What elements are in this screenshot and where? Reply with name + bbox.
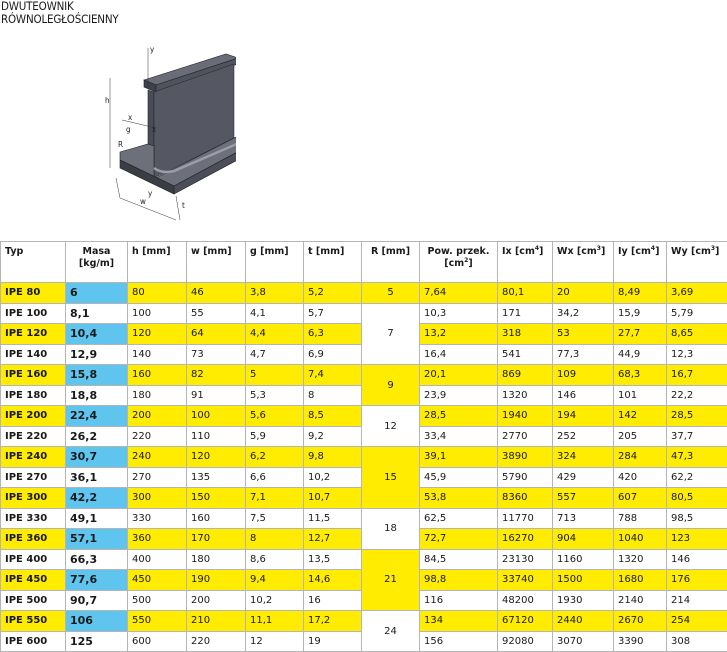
header-masa: Masa [kg/m]	[66, 242, 128, 283]
cell-iy: 142	[614, 406, 667, 427]
cell-w: 100	[187, 406, 246, 427]
cell-iy: 1040	[614, 529, 667, 550]
header-pow: Pow. przek. $[cm^2]$	[420, 242, 498, 283]
cell-pow: 20,1	[420, 365, 498, 386]
cell-wy: 214	[667, 590, 727, 611]
cell-w: 73	[187, 344, 246, 365]
cell-t: 10,7	[304, 488, 362, 509]
cell-iy: 1320	[614, 549, 667, 570]
cell-g: 7,5	[246, 508, 304, 529]
cell-w: 110	[187, 426, 246, 447]
cell-masa: 90,7	[66, 590, 128, 611]
cell-ix: 1940	[498, 406, 553, 427]
cell-wy: 146	[667, 549, 727, 570]
cell-masa: 26,2	[66, 426, 128, 447]
cell-h: 100	[128, 303, 187, 324]
cell-ix: 33740	[498, 570, 553, 591]
ipe-profile-table	[0, 241, 727, 652]
cell-masa: 57,1	[66, 529, 128, 550]
cell-ix: 48200	[498, 590, 553, 611]
label-h: h	[105, 96, 110, 105]
cell-t: 16	[304, 590, 362, 611]
cell-t: 7,4	[304, 365, 362, 386]
cell-pow: 23,9	[420, 385, 498, 406]
cell-pow: 33,4	[420, 426, 498, 447]
cell-ix: 80,1	[498, 283, 553, 304]
cell-wx: 252	[553, 426, 614, 447]
cell-t: 9,2	[304, 426, 362, 447]
cell-pow: 98,8	[420, 570, 498, 591]
cell-h: 240	[128, 447, 187, 468]
cell-R: 24	[362, 611, 420, 652]
cell-wy: 22,2	[667, 385, 727, 406]
cell-h: 220	[128, 426, 187, 447]
cell-wx: 194	[553, 406, 614, 427]
header-g: g [mm]	[246, 242, 304, 283]
cell-ix: 869	[498, 365, 553, 386]
cell-iy: 2140	[614, 590, 667, 611]
header-typ: Typ	[1, 242, 66, 283]
header-ix: Ix $[cm^4]$	[498, 242, 553, 283]
cell-iy: 420	[614, 467, 667, 488]
cell-g: 5	[246, 365, 304, 386]
cell-typ: IPE 220	[1, 426, 66, 447]
cell-t: 8	[304, 385, 362, 406]
cell-wx: 34,2	[553, 303, 614, 324]
cell-wx: 1500	[553, 570, 614, 591]
cell-masa: 12,9	[66, 344, 128, 365]
cell-typ: IPE 330	[1, 508, 66, 529]
cell-iy: 788	[614, 508, 667, 529]
cell-g: 10,2	[246, 590, 304, 611]
cell-w: 135	[187, 467, 246, 488]
cell-wx: 1930	[553, 590, 614, 611]
cell-pow: 53,8	[420, 488, 498, 509]
cell-g: 5,9	[246, 426, 304, 447]
cell-g: 11,1	[246, 611, 304, 632]
cell-masa: 6	[66, 283, 128, 304]
cell-g: 7,1	[246, 488, 304, 509]
cell-typ: IPE 300	[1, 488, 66, 509]
cell-typ: IPE 140	[1, 344, 66, 365]
cell-wy: 8,65	[667, 324, 727, 345]
label-w: w	[140, 197, 146, 206]
title-line-1: DWUTEOWNIK	[1, 0, 119, 13]
cell-pow: 72,7	[420, 529, 498, 550]
cell-ix: 5790	[498, 467, 553, 488]
cell-R: 9	[362, 365, 420, 406]
cell-ix: 3890	[498, 447, 553, 468]
cell-w: 82	[187, 365, 246, 386]
cell-w: 160	[187, 508, 246, 529]
cell-wx: 3070	[553, 631, 614, 652]
cell-typ: IPE 180	[1, 385, 66, 406]
cell-t: 8,5	[304, 406, 362, 427]
cell-ix: 318	[498, 324, 553, 345]
cell-pow: 62,5	[420, 508, 498, 529]
cell-iy: 205	[614, 426, 667, 447]
cell-masa: 18,8	[66, 385, 128, 406]
cell-typ: IPE 600	[1, 631, 66, 652]
cell-pow: 134	[420, 611, 498, 632]
cell-typ: IPE 240	[1, 447, 66, 468]
cell-t: 10,2	[304, 467, 362, 488]
cell-iy: 27,7	[614, 324, 667, 345]
i-beam-illustration	[96, 28, 236, 228]
cell-iy: 68,3	[614, 365, 667, 386]
cell-typ: IPE 160	[1, 365, 66, 386]
cell-g: 6,6	[246, 467, 304, 488]
cell-w: 55	[187, 303, 246, 324]
cell-typ: IPE 100	[1, 303, 66, 324]
cell-w: 170	[187, 529, 246, 550]
cell-R: 18	[362, 508, 420, 549]
cell-g: 4,1	[246, 303, 304, 324]
cell-pow: 10,3	[420, 303, 498, 324]
cell-t: 6,9	[304, 344, 362, 365]
cell-wy: 47,3	[667, 447, 727, 468]
cell-iy: 284	[614, 447, 667, 468]
cell-wy: 123	[667, 529, 727, 550]
cell-g: 6,2	[246, 447, 304, 468]
label-y-top: y	[150, 45, 155, 54]
cell-typ: IPE 500	[1, 590, 66, 611]
cell-masa: 15,8	[66, 365, 128, 386]
cell-typ: IPE 120	[1, 324, 66, 345]
cell-wy: 80,5	[667, 488, 727, 509]
cell-iy: 101	[614, 385, 667, 406]
cell-h: 200	[128, 406, 187, 427]
cell-w: 200	[187, 590, 246, 611]
cell-t: 17,2	[304, 611, 362, 632]
cell-w: 91	[187, 385, 246, 406]
cell-iy: 8,49	[614, 283, 667, 304]
table-row	[1, 549, 727, 570]
cell-h: 600	[128, 631, 187, 652]
header-iy: Iy $[cm^4]$	[614, 242, 667, 283]
cell-masa: 77,6	[66, 570, 128, 591]
cell-wy: 308	[667, 631, 727, 652]
cell-iy: 15,9	[614, 303, 667, 324]
cell-wy: 16,7	[667, 365, 727, 386]
cell-masa: 106	[66, 611, 128, 632]
cell-wy: 12,3	[667, 344, 727, 365]
cell-pow: 45,9	[420, 467, 498, 488]
cell-h: 300	[128, 488, 187, 509]
cell-masa: 125	[66, 631, 128, 652]
cell-iy: 607	[614, 488, 667, 509]
label-R: R	[118, 140, 123, 149]
cell-masa: 8,1	[66, 303, 128, 324]
cell-R: 15	[362, 447, 420, 509]
cell-ix: 11770	[498, 508, 553, 529]
table-row	[1, 447, 727, 468]
cell-g: 3,8	[246, 283, 304, 304]
cell-wx: 20	[553, 283, 614, 304]
header-wy: Wy $[cm^3]$	[667, 242, 727, 283]
cell-masa: 22,4	[66, 406, 128, 427]
cell-iy: 3390	[614, 631, 667, 652]
cell-typ: IPE 80	[1, 283, 66, 304]
cell-pow: 84,5	[420, 549, 498, 570]
cell-iy: 1680	[614, 570, 667, 591]
cell-wx: 904	[553, 529, 614, 550]
cell-g: 5,6	[246, 406, 304, 427]
cell-ix: 67120	[498, 611, 553, 632]
cell-masa: 42,2	[66, 488, 128, 509]
cell-t: 9,8	[304, 447, 362, 468]
cell-typ: IPE 450	[1, 570, 66, 591]
cell-pow: 13,2	[420, 324, 498, 345]
label-x-left: x	[128, 113, 133, 122]
cell-pow: 28,5	[420, 406, 498, 427]
cell-w: 150	[187, 488, 246, 509]
cell-ix: 23130	[498, 549, 553, 570]
cell-pow: 156	[420, 631, 498, 652]
cell-w: 210	[187, 611, 246, 632]
label-x-right: x	[152, 125, 157, 134]
header-wx: Wx $[cm^3]$	[553, 242, 614, 283]
header-t: t [mm]	[304, 242, 362, 283]
cell-h: 330	[128, 508, 187, 529]
cell-h: 180	[128, 385, 187, 406]
cell-h: 500	[128, 590, 187, 611]
cell-w: 64	[187, 324, 246, 345]
table-row	[1, 365, 727, 386]
header-R: R [mm]	[362, 242, 420, 283]
cell-masa: 36,1	[66, 467, 128, 488]
document-title	[1, 0, 119, 26]
cell-h: 400	[128, 549, 187, 570]
cell-ix: 541	[498, 344, 553, 365]
header-w: w [mm]	[187, 242, 246, 283]
table-row	[1, 406, 727, 427]
table-row	[1, 611, 727, 632]
cell-wy: 62,2	[667, 467, 727, 488]
cell-typ: IPE 360	[1, 529, 66, 550]
cell-g: 4,4	[246, 324, 304, 345]
cell-wy: 176	[667, 570, 727, 591]
cell-wx: 77,3	[553, 344, 614, 365]
cell-t: 13,5	[304, 549, 362, 570]
title-line-2: RÓWNOLEGŁOŚCIENNY	[1, 13, 119, 26]
cell-masa: 30,7	[66, 447, 128, 468]
cell-R: 21	[362, 549, 420, 611]
cell-w: 46	[187, 283, 246, 304]
cell-R: 7	[362, 303, 420, 365]
cell-masa: 10,4	[66, 324, 128, 345]
cell-masa: 66,3	[66, 549, 128, 570]
cell-t: 5,2	[304, 283, 362, 304]
cell-h: 550	[128, 611, 187, 632]
label-g: g	[126, 125, 131, 134]
cell-g: 12	[246, 631, 304, 652]
cell-iy: 44,9	[614, 344, 667, 365]
cell-R: 12	[362, 406, 420, 447]
cell-t: 19	[304, 631, 362, 652]
cell-wy: 98,5	[667, 508, 727, 529]
cell-ix: 8360	[498, 488, 553, 509]
table-row	[1, 303, 727, 324]
cell-wx: 146	[553, 385, 614, 406]
cell-wx: 109	[553, 365, 614, 386]
cell-g: 5,3	[246, 385, 304, 406]
cell-h: 160	[128, 365, 187, 386]
cell-pow: 7,64	[420, 283, 498, 304]
label-t: t	[182, 201, 185, 210]
cell-t: 14,6	[304, 570, 362, 591]
cell-typ: IPE 550	[1, 611, 66, 632]
cell-wy: 5,79	[667, 303, 727, 324]
cell-wy: 28,5	[667, 406, 727, 427]
cell-wx: 1160	[553, 549, 614, 570]
cell-pow: 116	[420, 590, 498, 611]
cell-typ: IPE 400	[1, 549, 66, 570]
cell-wy: 3,69	[667, 283, 727, 304]
cell-wx: 557	[553, 488, 614, 509]
cell-wx: 429	[553, 467, 614, 488]
cell-h: 140	[128, 344, 187, 365]
cell-g: 9,4	[246, 570, 304, 591]
cell-wx: 324	[553, 447, 614, 468]
cell-wx: 2440	[553, 611, 614, 632]
cell-h: 450	[128, 570, 187, 591]
cell-ix: 1320	[498, 385, 553, 406]
cell-t: 11,5	[304, 508, 362, 529]
cell-t: 12,7	[304, 529, 362, 550]
cell-h: 80	[128, 283, 187, 304]
cell-iy: 2670	[614, 611, 667, 632]
cell-g: 4,7	[246, 344, 304, 365]
cell-typ: IPE 270	[1, 467, 66, 488]
cell-w: 180	[187, 549, 246, 570]
header-h: h [mm]	[128, 242, 187, 283]
cell-t: 6,3	[304, 324, 362, 345]
table-row	[1, 508, 727, 529]
table-body	[1, 283, 727, 652]
cell-wy: 254	[667, 611, 727, 632]
cell-ix: 16270	[498, 529, 553, 550]
cell-h: 360	[128, 529, 187, 550]
cell-g: 8,6	[246, 549, 304, 570]
cell-h: 120	[128, 324, 187, 345]
label-y-bottom: y	[148, 189, 153, 198]
cell-wx: 53	[553, 324, 614, 345]
table-header-row	[1, 242, 727, 283]
cell-typ: IPE 200	[1, 406, 66, 427]
cell-ix: 2770	[498, 426, 553, 447]
cell-pow: 16,4	[420, 344, 498, 365]
cell-ix: 171	[498, 303, 553, 324]
cell-t: 5,7	[304, 303, 362, 324]
table-row	[1, 283, 727, 304]
cell-g: 8	[246, 529, 304, 550]
cell-masa: 49,1	[66, 508, 128, 529]
cell-ix: 92080	[498, 631, 553, 652]
cell-pow: 39,1	[420, 447, 498, 468]
cell-R: 5	[362, 283, 420, 304]
cell-wx: 713	[553, 508, 614, 529]
cell-w: 220	[187, 631, 246, 652]
cell-wy: 37,7	[667, 426, 727, 447]
cell-w: 190	[187, 570, 246, 591]
cell-w: 120	[187, 447, 246, 468]
cell-h: 270	[128, 467, 187, 488]
